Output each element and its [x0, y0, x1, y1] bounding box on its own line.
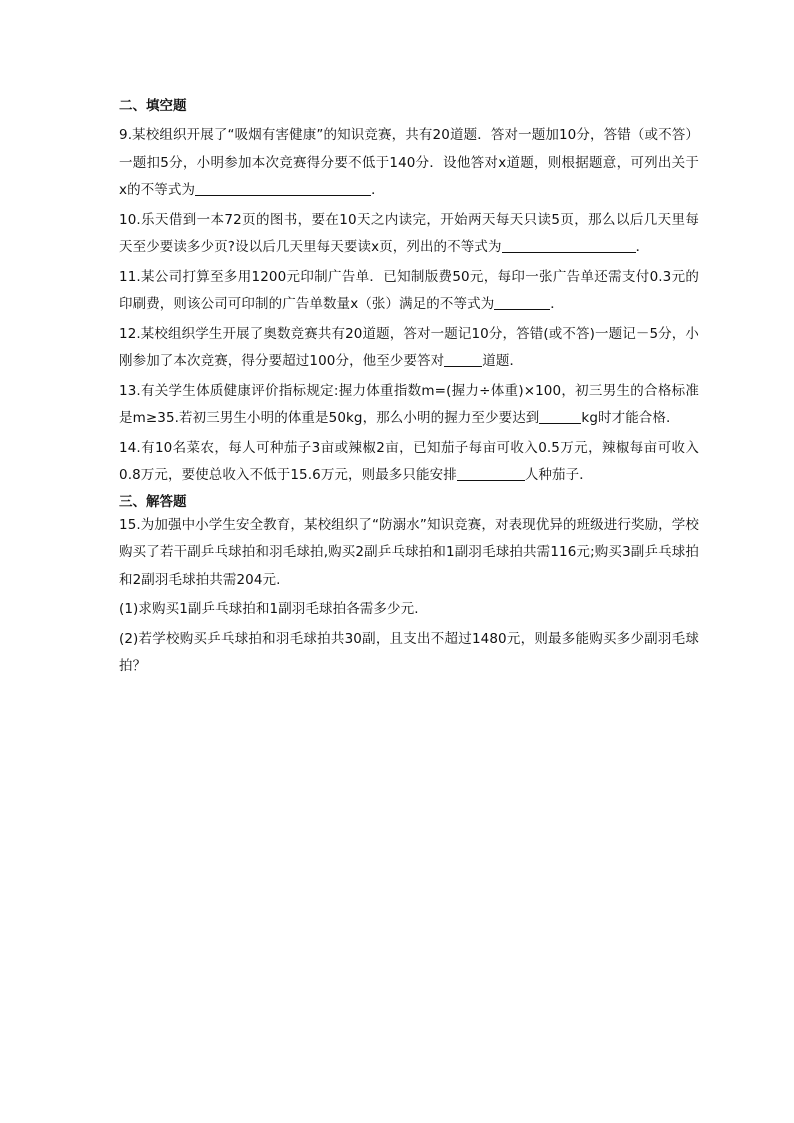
section-heading-solutions: 三、解答题	[119, 493, 187, 510]
question-12-end: 道题．	[482, 353, 524, 369]
answer-blank-12	[444, 352, 482, 367]
question-10	[119, 207, 699, 262]
question-9	[119, 122, 699, 205]
question-9-text: 9.某校组织开展了“吸烟有害健康”的知识竞赛，共有20道题．答对一题加10分，答错（或不答）一题扣5分，小明参加本次竞赛得分要不低于140分．设他答对x道题，则根据题意，可列出关于x的不等式为	[119, 127, 699, 198]
question-14-end: 人种茄子．	[524, 467, 593, 483]
answer-blank-11	[494, 295, 550, 310]
question-11	[119, 264, 699, 319]
question-12	[119, 321, 699, 376]
question-15-stem: 15.为加强中小学生安全教育，某校组织了“防溺水”知识竞赛，对表现优异的班级进行奖励，学校购买了若干副乒乓球拍和羽毛球拍,购买2副乒乓球拍和1副羽毛球拍共需116元;购买3副乒乓球拍和2副羽毛球拍共需204元.	[119, 516, 699, 588]
answer-blank-13	[539, 409, 581, 424]
question-13-text: 13.有关学生体质健康评价指标规定:握力体重指数m=(握力÷体重)×100，初三男生的合格标准是m≥35.若初三男生小明的体重是50kg，那么小明的握力至少要达到	[119, 382, 699, 426]
question-11-end: ．	[550, 296, 564, 312]
answer-blank-10	[502, 238, 636, 253]
question-9-end: ．	[371, 182, 385, 198]
question-13	[119, 378, 699, 433]
worksheet-page	[119, 96, 699, 683]
question-11-text: 11.某公司打算至多用1200元印制广告单．已知制版费50元，每印一张广告单还需支付0.3元的印刷费，则该公司可印制的广告单数量x（张）满足的不等式为	[119, 268, 699, 312]
question-14-text: 14.有10名菜农，每人可种茄子3亩或辣椒2亩，已知茄子每亩可收入0.5万元，辣椒每亩可收入0.8万元，要使总收入不低于15.6万元，则最多只能安排	[119, 439, 699, 483]
question-14	[119, 435, 699, 490]
answer-blank-14	[457, 466, 525, 481]
question-12-text: 12.某校组织学生开展了奥数竞赛共有20道题，答对一题记10分，答错(或不答)一题记－5分，小刚参加了本次竞赛，得分要超过100分，他至少要答对	[119, 325, 699, 369]
question-13-end: kg时才能合格.	[581, 410, 671, 426]
question-10-text: 10.乐天借到一本72页的图书，要在10天之内读完，开始两天每天只读5页，那么以后几天里每天至少要读多少页?设以后几天里每天要读x页，列出的不等式为	[119, 211, 699, 255]
question-15-part-1: (1)求购买1副乒乓球拍和1副羽毛球拍各需多少元.	[119, 601, 419, 617]
question-15-part-2: (2)若学校购买乒乓球拍和羽毛球拍共30副，且支出不超过1480元，则最多能购买多少副羽毛球拍？	[119, 630, 699, 674]
answer-blank-9	[195, 181, 371, 196]
section-heading-fill-in: 二、填空题	[119, 98, 187, 114]
question-10-end: ．	[635, 239, 650, 255]
